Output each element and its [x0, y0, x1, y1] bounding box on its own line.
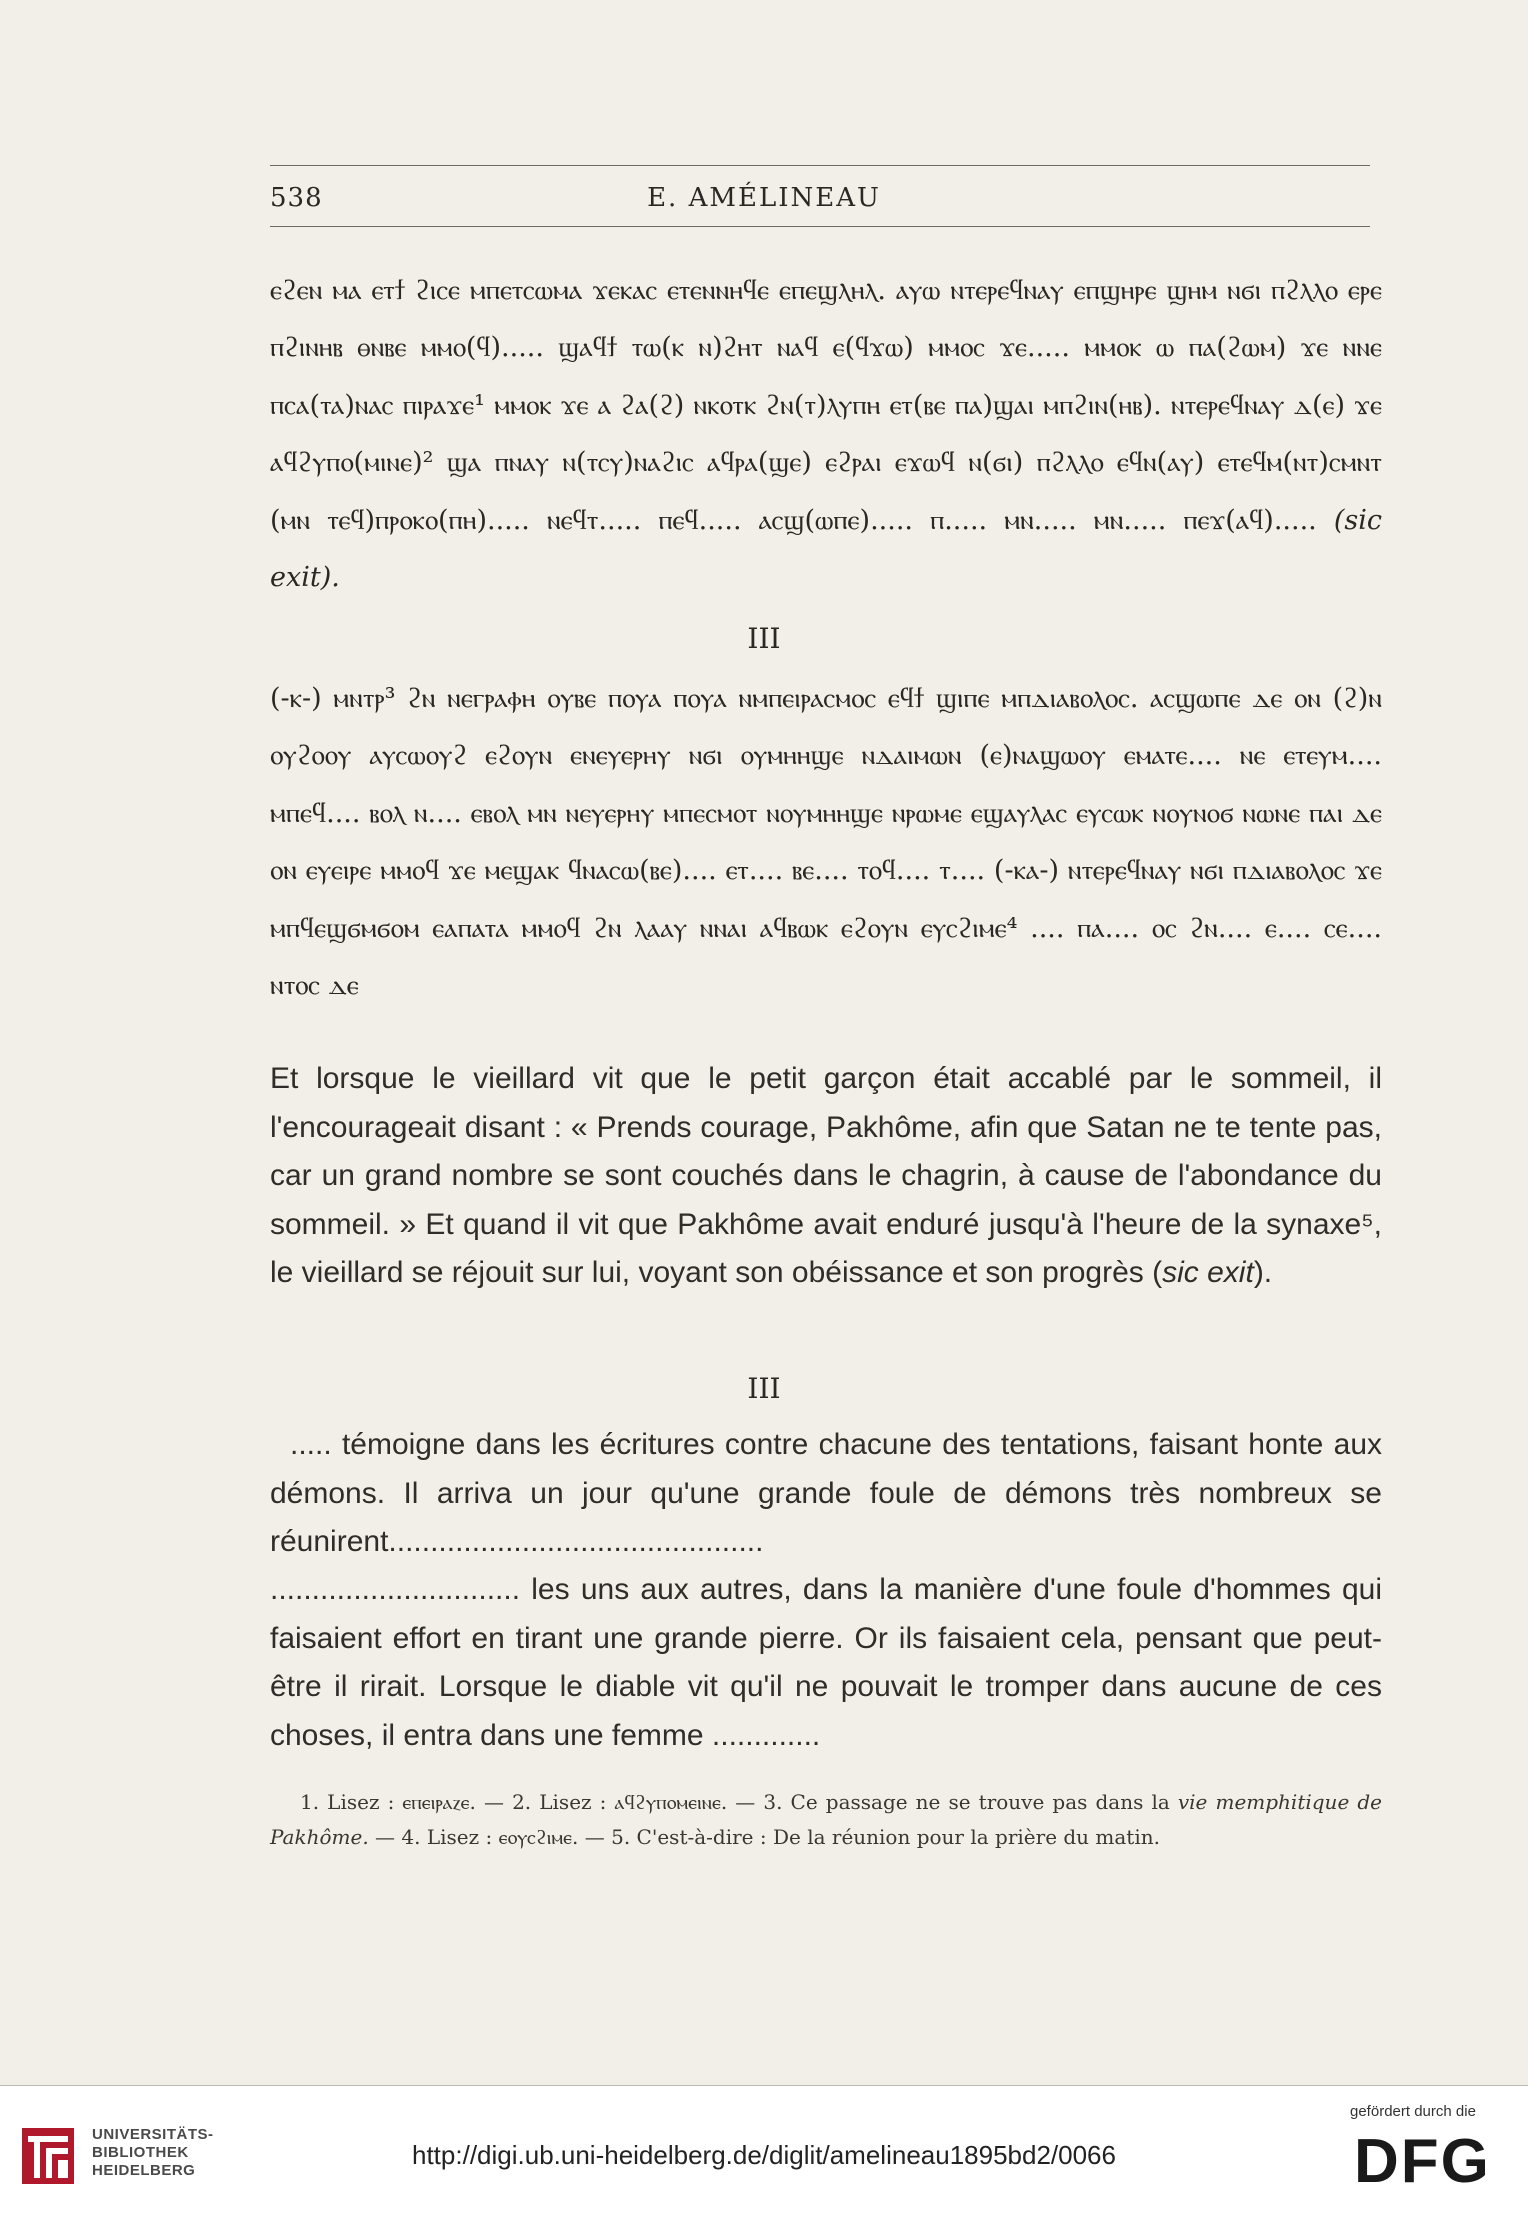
footnote-2-label: — 2. Lisez : [475, 1790, 615, 1814]
french-text-2: ..... témoigne dans les écritures contre chacune des tentations, faisant honte aux démons. Il arriva un jour qu'une grande foule de démons très nombreux se réunirent............................................. [270, 1428, 1382, 1558]
library-name-line-1: UNIVERSITÄTS- [92, 2126, 214, 2143]
permalink-url[interactable]: http://digi.ub.uni-heidelberg.de/diglit/amelineau1895bd2/0066 [412, 2140, 1116, 2170]
french-paragraph-1 [270, 1055, 1382, 1298]
coptic-paragraph-1 [270, 262, 1382, 606]
footnote-5-text: — 5. C'est-à-dire : De la réunion pour la prière du matin. [578, 1825, 1160, 1849]
coptic-text-1: ⲉϩⲉⲛ ⲙⲁ ⲉⲧϯ ϩⲓⲥⲉ ⲙⲡⲉⲧⲥⲱⲙⲁ ϫⲉⲕⲁⲥ ⲉⲧⲉⲛⲛⲏϥⲉ ⲉⲡⲉϣⲗⲏⲗ. ⲁⲩⲱ ⲛⲧⲉⲣⲉϥⲛⲁⲩ ⲉⲡϣⲏⲣⲉ ϣⲏⲙ ⲛϭⲓ ⲡϩⲗⲗⲟ ⲉⲣⲉ ⲡϩⲓⲛⲏⲃ ⲑⲛⲃⲉ ⲙⲙⲟ(ϥ)..... ϣⲁϥϯ ⲧⲱ(ⲕ ⲛ)ϩⲏⲧ ⲛⲁϥ ⲉ(ϥϫⲱ) ⲙⲙⲟⲥ ϫⲉ..... ⲙⲙⲟⲕ ⲱ ⲡⲁ(ϩⲱⲙ) ϫⲉ ⲛⲛⲉ ⲡⲥⲁ(ⲧⲁ)ⲛⲁⲥ ⲡⲓⲣⲁϫⲉ¹ ⲙⲙⲟⲕ ϫⲉ ⲁ ϩⲁ(ϩ) ⲛⲕⲟⲧⲕ ϩⲛ(ⲧ)ⲗⲩⲡⲏ ⲉⲧ(ⲃⲉ ⲡⲁ)ϣⲁⲓ ⲙⲡϩⲓⲛ(ⲏⲃ). ⲛⲧⲉⲣⲉϥⲛⲁⲩ ⲇ(ⲉ) ϫⲉ ⲁϥϩⲩⲡⲟ(ⲙⲓⲛⲉ)² ϣⲁ ⲡⲛⲁⲩ ⲛ(ⲧⲥⲩ)ⲛⲁϩⲓⲥ ⲁϥⲣⲁ(ϣⲉ) ⲉϩⲣⲁⲓ ⲉϫⲱϥ ⲛ(ϭⲓ) ⲡϩⲗⲗⲟ ⲉϥⲛ(ⲁⲩ) ⲉⲧⲉϥⲙ(ⲛⲧ)ⲥⲙⲛⲧ (ⲙⲛ ⲧⲉϥ)ⲡⲣⲟⲕⲟ(ⲡⲏ)..... ⲛⲉϥⲧ..... ⲡⲉϥ..... ⲁⲥϣ(ⲱⲡⲉ)..... ⲡ..... ⲙⲛ..... ⲙⲛ..... ⲡⲉϫ(ⲁϥ)..... [270, 275, 1382, 536]
french-sic-exit: sic exit [1162, 1256, 1254, 1289]
section-numeral-2: III [747, 1372, 781, 1405]
library-name-line-2: BIBLIOTHEK [92, 2144, 189, 2161]
footnote-1-text: ⲉⲡⲉⲓⲣⲁⲍⲉ. [402, 1790, 476, 1814]
coptic-paragraph-2 [270, 670, 1382, 1014]
dfg-logo: DFG [1354, 2127, 1491, 2196]
library-name-line-3: HEIDELBERG [92, 2162, 196, 2179]
french-text-1: Et lorsque le vieillard vit que le petit garçon était accablé par le sommeil, il l'encourageait disant : « Prends courage, Pakhôme, afin que Satan ne te tente pas, car un grand nombre se sont couchés dans le chagrin, à cause de l'abondance du sommeil. » Et quand il vit que Pakhôme avait enduré jusqu'à l'heure de la synaxe⁵, le vieillard se réjouit sur lui, voyant son obéissance et son progrès ( [270, 1062, 1382, 1289]
footnote-4-label: — 4. Lisez : [368, 1825, 499, 1849]
french-text-3: .............................. les uns aux autres, dans la manière d'une foule d'hommes qui faisaient effort en tirant une grande pierre. Or ils faisaient cela, pensant que peut-être il rirait. Lorsque le diable vit qu'il ne pouvait le tromper dans aucune de ces choses, il entra dans une femme ............. [270, 1573, 1382, 1752]
footnote-3-text: — 3. Ce passage ne se trouve pas dans la [727, 1790, 1178, 1814]
header-rule-top [270, 165, 1370, 166]
french-text-1-end: ). [1253, 1256, 1273, 1289]
page-number: 538 [270, 183, 323, 213]
footer-divider [0, 2085, 1528, 2086]
footnote-1-label: 1. Lisez : [300, 1790, 403, 1814]
running-title: E. AMÉLINEAU [647, 183, 881, 213]
french-paragraph-3 [270, 1566, 1382, 1760]
sic-exit-note: (sic exit). [270, 504, 1382, 594]
footnote-3-italic: vie memphitique de Pakhôme. [270, 1790, 1383, 1849]
header-rule-bottom [270, 226, 1370, 227]
section-numeral-1: III [747, 622, 781, 655]
footnotes [270, 1785, 1382, 1855]
footnote-2-text: ⲁϥϩⲩⲡⲟⲙⲉⲓⲛⲉ. [614, 1790, 728, 1814]
french-paragraph-2 [270, 1421, 1382, 1567]
footnote-4-text: ⲉⲟⲩⲥϩⲓⲙⲉ. [498, 1825, 579, 1849]
coptic-text-2: (-ⲕ-) ⲙⲛⲧⲣ³ ϩⲛ ⲛⲉⲅⲣⲁⲫⲏ ⲟⲩⲃⲉ ⲡⲟⲩⲁ ⲡⲟⲩⲁ ⲛⲙⲡⲉⲓⲣⲁⲥⲙⲟⲥ ⲉϥϯ ϣⲓⲡⲉ ⲙⲡⲇⲓⲁⲃⲟⲗⲟⲥ. ⲁⲥϣⲱⲡⲉ ⲇⲉ ⲟⲛ (ϩ)ⲛ ⲟⲩϩⲟⲟⲩ ⲁⲩⲥⲱⲟⲩϩ ⲉϩⲟⲩⲛ ⲉⲛⲉⲩⲉⲣⲏⲩ ⲛϭⲓ ⲟⲩⲙⲏⲏϣⲉ ⲛⲇⲁⲓⲙⲱⲛ (ⲉ)ⲛⲁϣⲱⲟⲩ ⲉⲙⲁⲧⲉ.... ⲛⲉ ⲉⲧⲉⲩⲙ.... ⲙⲡⲉϥ.... ⲃⲟⲗ ⲛ.... ⲉⲃⲟⲗ ⲙⲛ ⲛⲉⲩⲉⲣⲏⲩ ⲙⲡⲉⲥⲙⲟⲧ ⲛⲟⲩⲙⲏⲏϣⲉ ⲛⲣⲱⲙⲉ ⲉϣⲁⲩⲗⲁⲥ ⲉⲩⲥⲱⲕ ⲛⲟⲩⲛⲟϭ ⲛⲱⲛⲉ ⲡⲁⲓ ⲇⲉ ⲟⲛ ⲉⲩⲉⲓⲣⲉ ⲙⲙⲟϥ ϫⲉ ⲙⲉϣⲁⲕ ϥⲛⲁⲥⲱ(ⲃⲉ).... ⲉⲧ.... ⲃⲉ.... ⲧⲟϥ.... ⲧ.... (-ⲕⲁ-) ⲛⲧⲉⲣⲉϥⲛⲁⲩ ⲛϭⲓ ⲡⲇⲓⲁⲃⲟⲗⲟⲥ ϫⲉ ⲙⲡϥⲉϣϭⲙϭⲟⲙ ⲉⲁⲡⲁⲧⲁ ⲙⲙⲟϥ ϩⲛ ⲗⲁⲁⲩ ⲛⲛⲁⲓ ⲁϥⲃⲱⲕ ⲉϩⲟⲩⲛ ⲉⲩⲥϩⲓⲙⲉ⁴ .... ⲡⲁ.... ⲟⲥ ϩⲛ.... ⲉ.... ⲥⲉ.... ⲛⲧⲟⲥ ⲇⲉ [270, 683, 1382, 1002]
sponsor-caption: gefördert durch die [1350, 2103, 1476, 2120]
